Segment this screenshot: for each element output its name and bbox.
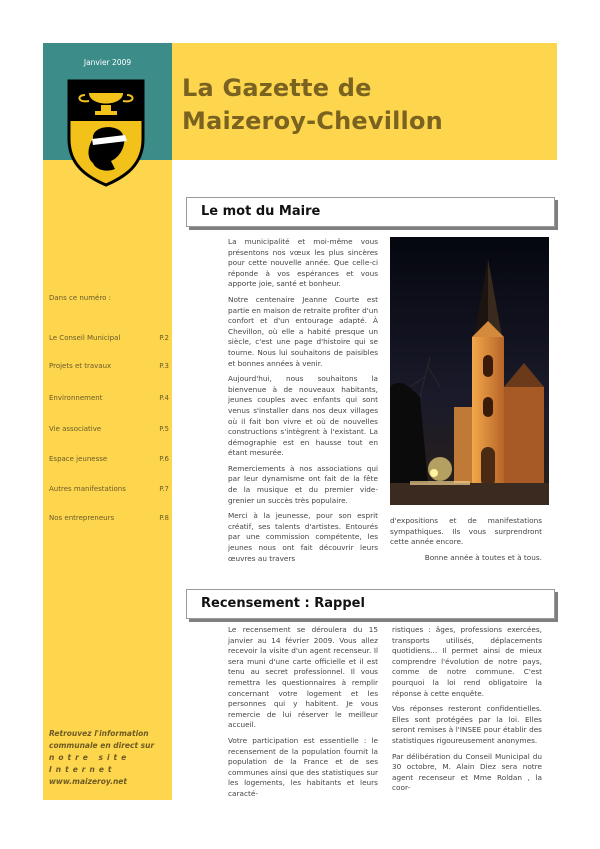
mayor-text-continuation (390, 516, 542, 553)
toc-item-label: Projets et travaux (49, 362, 112, 370)
toc-item-page: P.6 (159, 455, 169, 463)
toc-item-label: Le Conseil Municipal (49, 334, 121, 342)
toc-item[interactable] (49, 334, 169, 342)
toc-item[interactable] (49, 485, 169, 493)
toc-item-label: Nos entrepreneurs (49, 514, 115, 522)
promo-line: Retrouvez l'information (49, 729, 149, 738)
toc-item-label: Autres manifestations (49, 485, 126, 493)
toc-item[interactable] (49, 394, 169, 402)
paragraph: Le recensement se déroulera du 15 janvier au 14 février 2009. Vous allez recevoir la visite d'un agent recenseur. Il sera muni d'une carte officielle et il est tenu au secret professionnel. Il vous remettra les questionnaires à remplir concernant votre logement et les personnes qui y habitent. Je vous remercie de lui réserver le meilleur accueil. (228, 625, 378, 730)
paragraph: La municipalité et moi-même vous présentons nos vœux les plus sincères pour cette nouvelle année. Que celle-ci réponde à vos espérances et vous apporte joie, santé et bonheur. (228, 237, 378, 289)
signoff: Bonne année à toutes et à tous. (424, 553, 542, 562)
section-title: Le mot du Maire (201, 204, 321, 219)
promo-line: notre site Internet (49, 753, 131, 774)
toc-item[interactable] (49, 425, 169, 433)
issue-date: Janvier 2009 (83, 58, 132, 67)
paragraph: Merci à la jeunesse, pour son esprit créatif, ses talents d'artistes. Entourés par une commission compétente, les jeunes nous ont fait découvrir leurs œuvres au travers (228, 511, 378, 563)
toc-item[interactable] (49, 514, 169, 522)
toc-item-label: Vie associative (49, 425, 102, 433)
paragraph: Remerciements à nos associations qui par leur dynamisme ont fait de la fête de la musique et du premier vide-grenier un succès très populaire. (228, 463, 378, 505)
website-link[interactable]: www.maizeroy.net (49, 777, 127, 786)
toc-item[interactable] (49, 455, 169, 463)
church-night-photo (390, 237, 549, 505)
paragraph: ristiques : âges, professions exercées, transports utilisés, déplacements quotidiens... Il permet ainsi de mieux comprendre l'évolution de notre pays, comme de notre commune. C'est pourquoi la loi rend obligatoire la réponse à cette enquête. (392, 625, 542, 698)
toc-item-page: P.2 (159, 334, 169, 342)
mayor-text-column (228, 237, 378, 569)
census-text-column-2 (392, 625, 542, 799)
paragraph: Votre participation est essentielle : le recensement de la population fournit la population de la France et de ses communes ainsi que des statistiques sur les logements, les habitants et leurs caracté- (228, 735, 378, 798)
toc-item-page: P.7 (159, 485, 169, 493)
paragraph: d'expositions et de manifestations sympathiques. Ils vous surprendront cette année encore. (390, 516, 542, 547)
toc-item-label: Espace jeunesse (49, 455, 108, 463)
section-header-census (186, 589, 555, 619)
paragraph: Notre centenaire Jeanne Courte est partie en maison de retraite profiter d'un confort et d'un entourage adapté. À Chevillon, où elle a habité presque un siècle, c'est une page d'histoire qui se tourne. Nous lui souhaitons de paisibles et bonnes années à venir. (228, 294, 378, 368)
toc-item-page: P.8 (159, 514, 169, 522)
coat-of-arms-icon (65, 77, 147, 187)
paragraph: Aujourd'hui, nous souhaitons la bienvenue à de nouveaux habitants, jeunes couples avec enfants qui sont venus s'installer dans nos deux villages où il fait bon vivre et où de nouvelles constructions s'intègrent à l'existant. La démographie est en hausse tout en étant mesurée. (228, 374, 378, 458)
title-line-2: Maizeroy-Chevillon (182, 107, 443, 135)
paragraph: Par délibération du Conseil Municipal du 30 octobre, M. Alain Diez sera notre agent recenseur et Mme Roldan , la coor- (392, 751, 542, 793)
census-text-column-1 (228, 625, 378, 805)
website-promo (49, 728, 169, 788)
paragraph: Vos réponses resteront confidentielles. Elles sont protégées par la loi. Elles seront remises à l'INSEE pour établir des statistiques rigoureusement anonymes. (392, 704, 542, 745)
toc-heading: Dans ce numéro : (49, 294, 111, 302)
title-line-1: La Gazette de (182, 74, 372, 102)
newsletter-title (182, 72, 443, 138)
toc-item-page: P.3 (159, 362, 169, 370)
section-header-mayor (186, 197, 555, 227)
sidebar (43, 160, 172, 800)
section-title: Recensement : Rappel (201, 596, 365, 611)
toc-item-page: P.4 (159, 394, 169, 402)
toc-item-page: P.5 (159, 425, 169, 433)
toc-item[interactable] (49, 362, 169, 370)
toc-item-label: Environnement (49, 394, 103, 402)
promo-line: communale en direct sur (49, 741, 155, 750)
